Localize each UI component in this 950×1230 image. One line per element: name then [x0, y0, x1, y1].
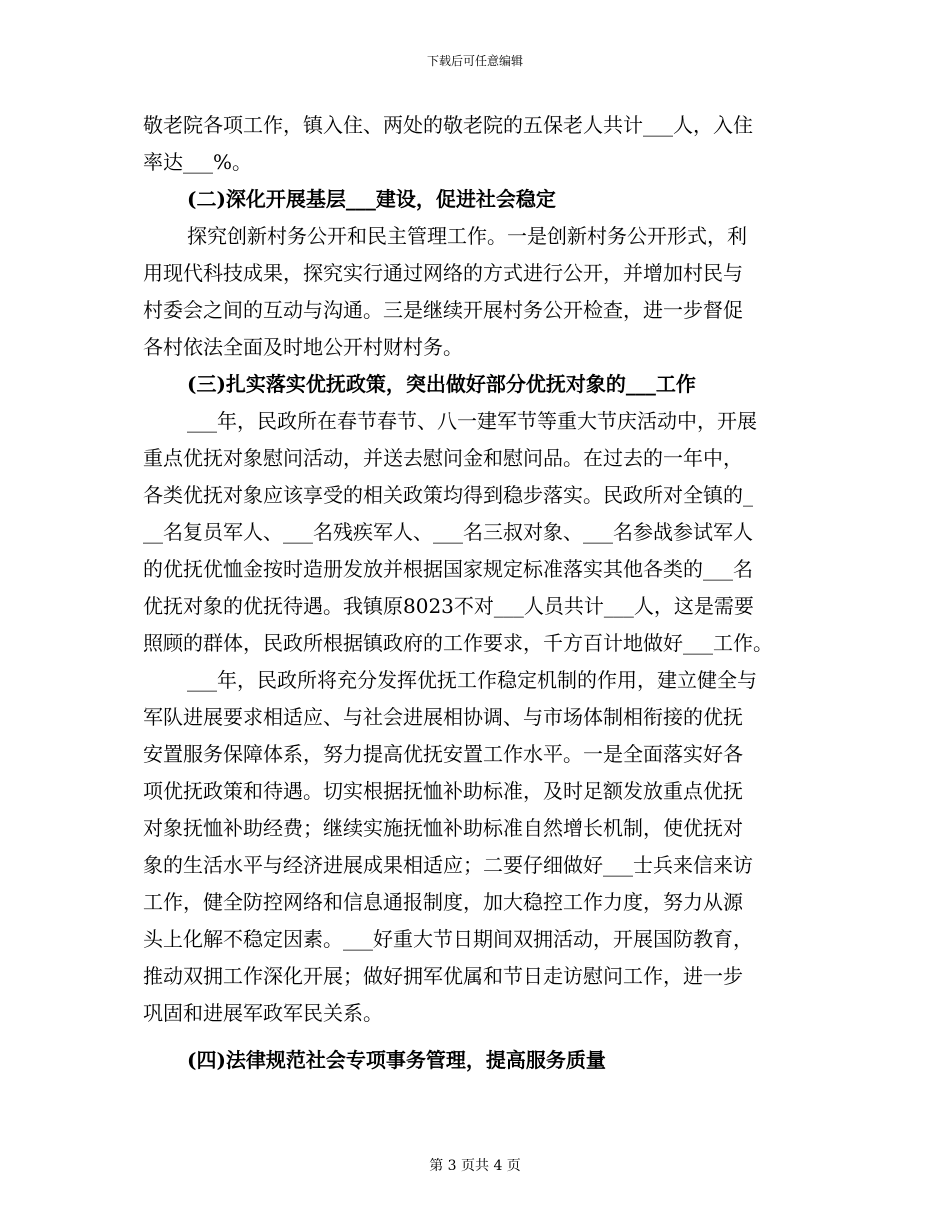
- page-header: 下载后可任意编辑: [426, 54, 523, 68]
- body-line: 敬老院各项工作，镇入住、两处的敬老院的五保老人共计___人，入住: [143, 113, 753, 137]
- body-line: 重点优抚对象慰问活动，并送去慰问金和慰问品。在过去的一年中，: [143, 446, 743, 470]
- body-line: 村委会之间的互动与沟通。三是继续开展村务公开检查，进一步督促: [143, 298, 743, 322]
- body-line: 推动双拥工作深化开展；做好拥军优属和节日走访慰问工作，进一步: [143, 964, 743, 988]
- body-line: ___年，民政所将充分发挥优抚工作稳定机制的作用，建立健全与: [187, 668, 757, 692]
- body-line: 照顾的群体，民政所根据镇政府的工作要求，千方百计地做好___工作。: [143, 631, 773, 655]
- body-line: 巩固和进展军政军民关系。: [143, 1001, 383, 1025]
- section-heading: (二)深化开展基层___建设，促进社会稳定: [187, 187, 556, 211]
- paragraph-gap: [143, 1032, 808, 1042]
- body-line: ___年，民政所在春节春节、八一建军节等重大节庆活动中，开展: [187, 409, 757, 433]
- body-line: 对象抚恤补助经费；继续实施抚恤补助标准自然增长机制，使优抚对: [143, 816, 743, 840]
- body-line: __名复员军人、___名残疾军人、___名三叔对象、___名参战参试军人: [143, 520, 753, 544]
- body-line: 工作，健全防控网络和信息通报制度，加大稳控工作力度，努力从源: [143, 890, 743, 914]
- body-line: 探究创新村务公开和民主管理工作。一是创新村务公开形式，利: [187, 224, 747, 248]
- section-heading: (三)扎实落实优抚政策，突出做好部分优抚对象的___工作: [187, 372, 696, 396]
- body-line: 率达___%。: [143, 150, 253, 174]
- body-line: 头上化解不稳定因素。___好重大节日期间双拥活动，开展国防教育，: [143, 927, 753, 951]
- body-line: 优抚对象的优抚待遇。我镇原8023不对___人员共计___人，这是需要: [143, 594, 754, 618]
- page-footer: 第 3 页共 4 页: [429, 1158, 521, 1174]
- document-body: [143, 107, 808, 1079]
- section-heading: (四)法律规范社会专项事务管理，提高服务质量: [187, 1048, 606, 1072]
- body-line: 军队进展要求相适应、与社会进展相协调、与市场体制相衔接的优抚: [143, 705, 743, 729]
- body-line: 的优抚优恤金按时造册发放并根据国家规定标准落实其他各类的___名: [143, 557, 753, 581]
- body-line: 用现代科技成果，探究实行通过网络的方式进行公开，并增加村民与: [143, 261, 743, 285]
- body-line: 象的生活水平与经济进展成果相适应；二要仔细做好___士兵来信来访: [143, 853, 753, 877]
- body-line: 安置服务保障体系，努力提高优抚安置工作水平。一是全面落实好各: [143, 742, 743, 766]
- body-line: 项优抚政策和待遇。切实根据抚恤补助标准，及时足额发放重点优抚: [143, 779, 743, 803]
- body-line: 各类优抚对象应该享受的相关政策均得到稳步落实。民政所对全镇的_: [143, 483, 753, 507]
- body-line: 各村依法全面及时地公开村财村务。: [143, 335, 463, 359]
